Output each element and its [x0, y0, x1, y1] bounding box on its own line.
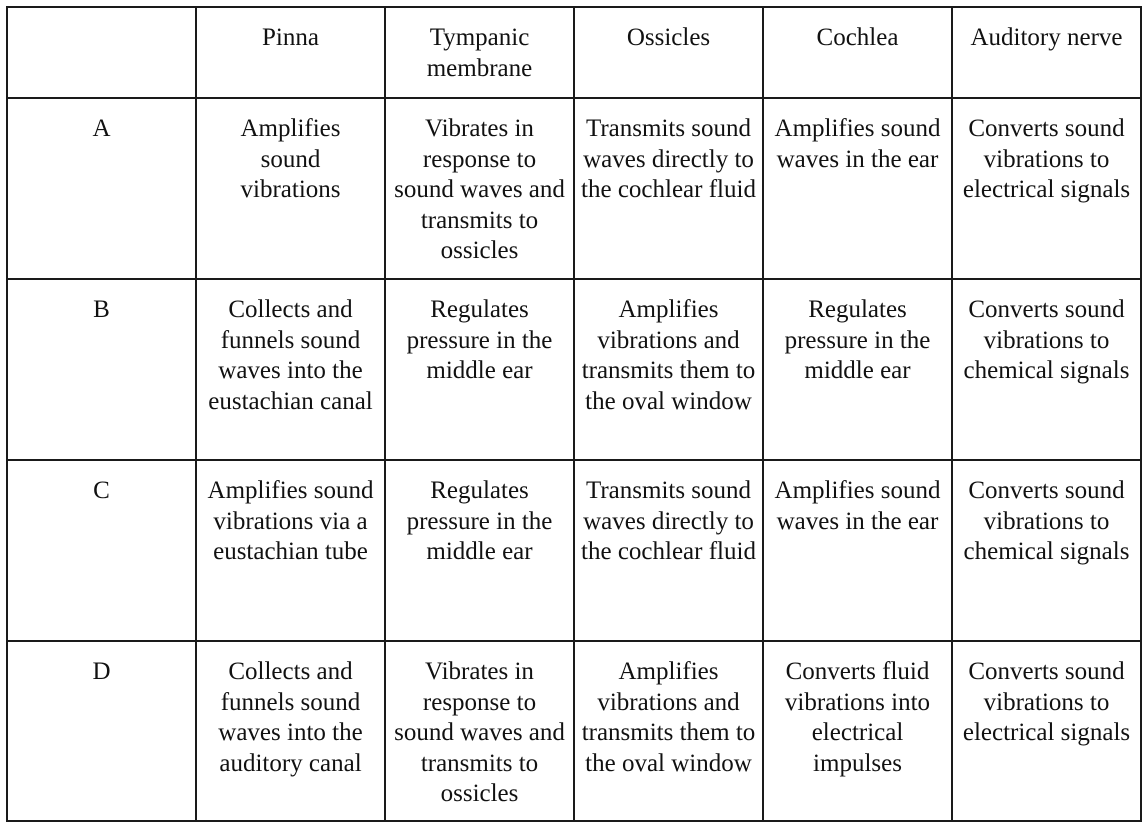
table-cell: Regulates pressure in the middle ear: [385, 279, 574, 460]
table-cell: Regulates pressure in the middle ear: [385, 460, 574, 641]
table-cell: Converts sound vibrations to chemical signals: [952, 460, 1141, 641]
row-label: D: [7, 641, 196, 821]
table-cell: Collects and funnels sound waves into the auditory canal: [196, 641, 385, 821]
table-cell: Collects and funnels sound waves into the eustachian canal: [196, 279, 385, 460]
table-cell: Vibrates in response to sound waves and transmits to ossicles: [385, 98, 574, 279]
table-cell: Transmits sound waves directly to the cochlear fluid: [574, 98, 763, 279]
table-cell: Converts fluid vibrations into electrical impulses: [763, 641, 952, 821]
table-cell: Vibrates in response to sound waves and transmits to ossicles: [385, 641, 574, 821]
header-auditory-nerve: Auditory nerve: [952, 7, 1141, 98]
table-cell: Converts sound vibrations to electrical signals: [952, 98, 1141, 279]
table-cell: Amplifies sound waves in the ear: [763, 460, 952, 641]
header-row: [7, 7, 1141, 98]
table-cell: Amplifies sound vibrations: [196, 98, 385, 279]
header-ossicles: Ossicles: [574, 7, 763, 98]
table-cell: Converts sound vibrations to electrical signals: [952, 641, 1141, 821]
table-cell: Converts sound vibrations to chemical signals: [952, 279, 1141, 460]
table-cell: Amplifies vibrations and transmits them to the oval window: [574, 279, 763, 460]
table-cell: Regulates pressure in the middle ear: [763, 279, 952, 460]
corner-cell: [7, 7, 196, 98]
table-cell: Transmits sound waves directly to the cochlear fluid: [574, 460, 763, 641]
table-cell: Amplifies vibrations and transmits them to the oval window: [574, 641, 763, 821]
header-tympanic-membrane: Tympanic membrane: [385, 7, 574, 98]
header-pinna: Pinna: [196, 7, 385, 98]
table-cell: Amplifies sound vibrations via a eustachian tube: [196, 460, 385, 641]
row-label: B: [7, 279, 196, 460]
row-label: A: [7, 98, 196, 279]
ear-function-table: [6, 6, 1142, 822]
table-row: [7, 279, 1141, 460]
row-label: C: [7, 460, 196, 641]
table-cell: Amplifies sound waves in the ear: [763, 98, 952, 279]
table-row: [7, 98, 1141, 279]
header-cochlea: Cochlea: [763, 7, 952, 98]
table-row: [7, 641, 1141, 821]
table-row: [7, 460, 1141, 641]
